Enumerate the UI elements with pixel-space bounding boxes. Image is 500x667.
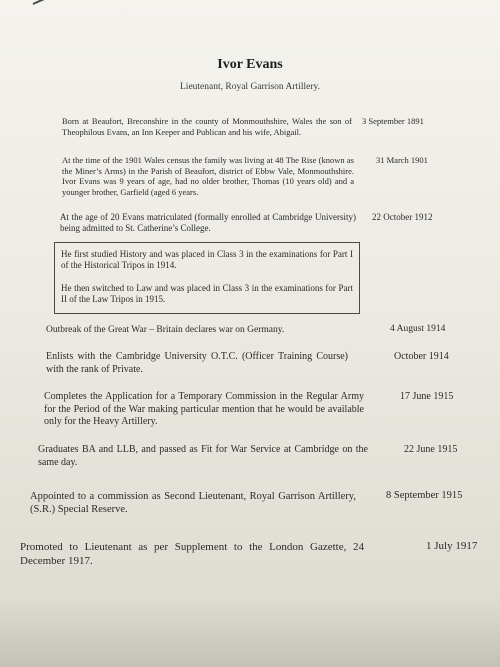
entry-text: At the age of 20 Evans matriculated (formally enrolled at Cambridge University) being admitted to St. Catherine’s College. (60, 212, 356, 233)
entry-date: 1 July 1917 (426, 540, 478, 552)
document-subtitle: Lieutenant, Royal Garrison Artillery. (180, 82, 320, 92)
entry-date: 17 June 1915 (400, 391, 454, 402)
entry-text: Born at Beaufort, Breconshire in the county of Monmouthshire, Wales the son of Theophilous Evans, an Inn Keeper and Publican and his wife, Abigail. (62, 116, 352, 137)
entry-text: Appointed to a commission as Second Lieutenant, Royal Garrison Artillery, (S.R.) Special Reserve. (30, 491, 356, 515)
document-title: Ivor Evans (217, 57, 283, 72)
entry-text: Enlists with the Cambridge University O.T.C. (Officer Training Course) with the rank of Private. (46, 351, 348, 375)
entry-text: Graduates BA and LLB, and passed as Fit for War Service at Cambridge on the same day. (38, 444, 368, 468)
entry-text: Promoted to Lieutenant as per Supplement to the London Gazette, 24 December 1917. (20, 541, 364, 567)
entry-date: 3 September 1891 (362, 116, 424, 126)
entry-text: At the time of the 1901 Wales census the family was living at 48 The Rise (known as the Miner’s Arms) in the Parish of Beaufort, district of Ebbw Vale, Monmouthshire. Ivor Evans was 9 years of age, had no older brother, Thomas (10 years old) and a younger brother, Garfield (aged 6 years. (62, 155, 354, 197)
entry-text: Completes the Application for a Temporary Commission in the Regular Army for the Period of the War making particular mention that he would be available only for the Heavy Artillery. (44, 391, 364, 427)
studies-box (54, 242, 360, 314)
entry-date: 8 September 1915 (386, 490, 463, 501)
studies-law: He then switched to Law and was placed in Class 3 in the examinations for Part II of the Law Tripos in 1915. (61, 283, 353, 304)
page-shadow (0, 597, 500, 667)
entry-date: 22 June 1915 (404, 444, 458, 455)
entry-date: 4 August 1914 (390, 324, 446, 334)
pen-mark (33, 0, 61, 5)
studies-history: He first studied History and was placed in Class 3 in the examinations for Part I of the Historical Tripos in 1914. (61, 249, 353, 270)
entry-text: Outbreak of the Great War – Britain declares war on Germany. (46, 325, 285, 335)
entry-date: 31 March 1901 (376, 155, 428, 165)
entry-date: 22 October 1912 (372, 212, 433, 222)
entry-date: October 1914 (394, 351, 449, 362)
